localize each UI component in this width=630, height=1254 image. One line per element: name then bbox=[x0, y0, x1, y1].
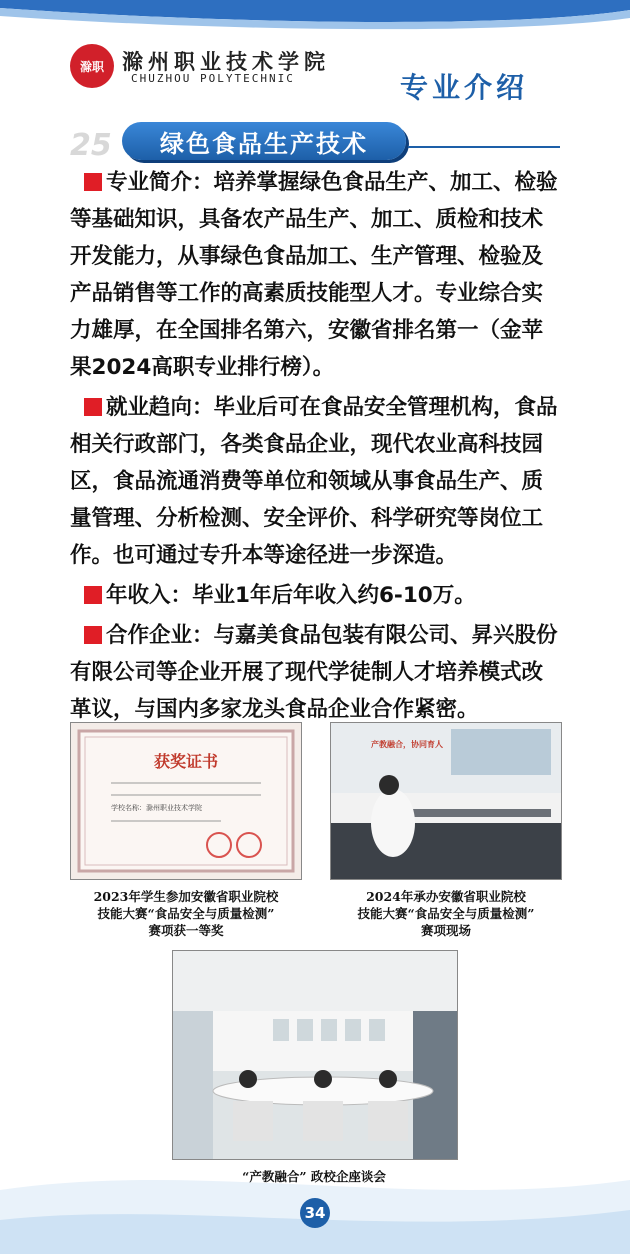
paragraph-partners bbox=[70, 617, 562, 728]
caption-competition bbox=[320, 888, 572, 939]
red-square-bullet-icon bbox=[84, 398, 102, 416]
body-text bbox=[70, 164, 562, 731]
school-logo-icon: 滁职 bbox=[70, 44, 114, 88]
school-name-en: CHUZHOU POLYTECHNIC bbox=[131, 72, 295, 85]
certificate-school: 学校名称：滁州职业技术学院 bbox=[111, 804, 202, 812]
paragraph-intro bbox=[70, 164, 562, 386]
red-square-bullet-icon bbox=[84, 626, 102, 644]
caption-certificate-line1: 2023年学生参加安徽省职业院校 bbox=[93, 889, 279, 904]
caption-certificate-line3: 赛项获一等奖 bbox=[148, 923, 224, 938]
certificate-photo bbox=[70, 722, 302, 880]
paragraph-intro-text: 专业简介：培养掌握绿色食品生产、加工、检验等基础知识，具备农产品生产、加工、质检和技术开发能力，从事绿色食品加工、生产管理、检验及产品销售等工作的高素质技能型人才。专业综合实力雄厚，在全国排名第六，安徽省排名第一（金苹果2024高职专业排行榜）。 bbox=[70, 170, 558, 380]
paragraph-employment-text: 就业趋向：毕业后可在食品安全管理机构，食品相关行政部门，各类食品企业，现代农业高科技园区，食品流通消费等单位和领域从事食品生产、质量管理、分析检测、安全评价、科学研究等岗位工作。也可通过专升本等途径进一步深造。 bbox=[70, 395, 558, 568]
page-number: 34 bbox=[300, 1198, 330, 1228]
red-square-bullet-icon bbox=[84, 586, 102, 604]
certificate-title: 获奖证书 bbox=[153, 752, 218, 771]
major-number: 25 bbox=[70, 128, 112, 163]
caption-competition-line1: 2024年承办安徽省职业院校 bbox=[366, 889, 526, 904]
caption-meeting: “产教融合” 政校企座谈会 bbox=[242, 1169, 386, 1184]
caption-competition-line3: 赛项现场 bbox=[420, 923, 471, 938]
meeting-photo bbox=[172, 950, 458, 1160]
top-swoosh-decoration bbox=[0, 0, 630, 40]
competition-site-photo bbox=[330, 722, 562, 880]
major-title bbox=[122, 122, 406, 160]
paragraph-partners-text: 合作企业：与嘉美食品包装有限公司、昇兴股份有限公司等企业开展了现代学徒制人才培养模式改革议，与国内多家龙头食品企业合作紧密。 bbox=[70, 623, 558, 722]
caption-certificate bbox=[60, 888, 312, 939]
paragraph-employment bbox=[70, 389, 562, 574]
caption-certificate-line2: 技能大赛“食品安全与质量检测” bbox=[97, 906, 275, 921]
school-name-cn: 滁州职业技术学院 bbox=[122, 49, 330, 74]
paragraph-income bbox=[70, 577, 562, 614]
major-title-text: 绿色食品生产技术 bbox=[160, 129, 368, 158]
section-label: 专业介绍 bbox=[400, 71, 529, 104]
title-underline bbox=[408, 146, 560, 148]
caption-competition-line2: 技能大赛“食品安全与质量检测” bbox=[357, 906, 535, 921]
red-square-bullet-icon bbox=[84, 173, 102, 191]
banner-text: 产教融合，协同育人 bbox=[371, 740, 443, 749]
paragraph-income-text: 年收入：毕业1年后年收入约6-10万。 bbox=[106, 583, 476, 608]
